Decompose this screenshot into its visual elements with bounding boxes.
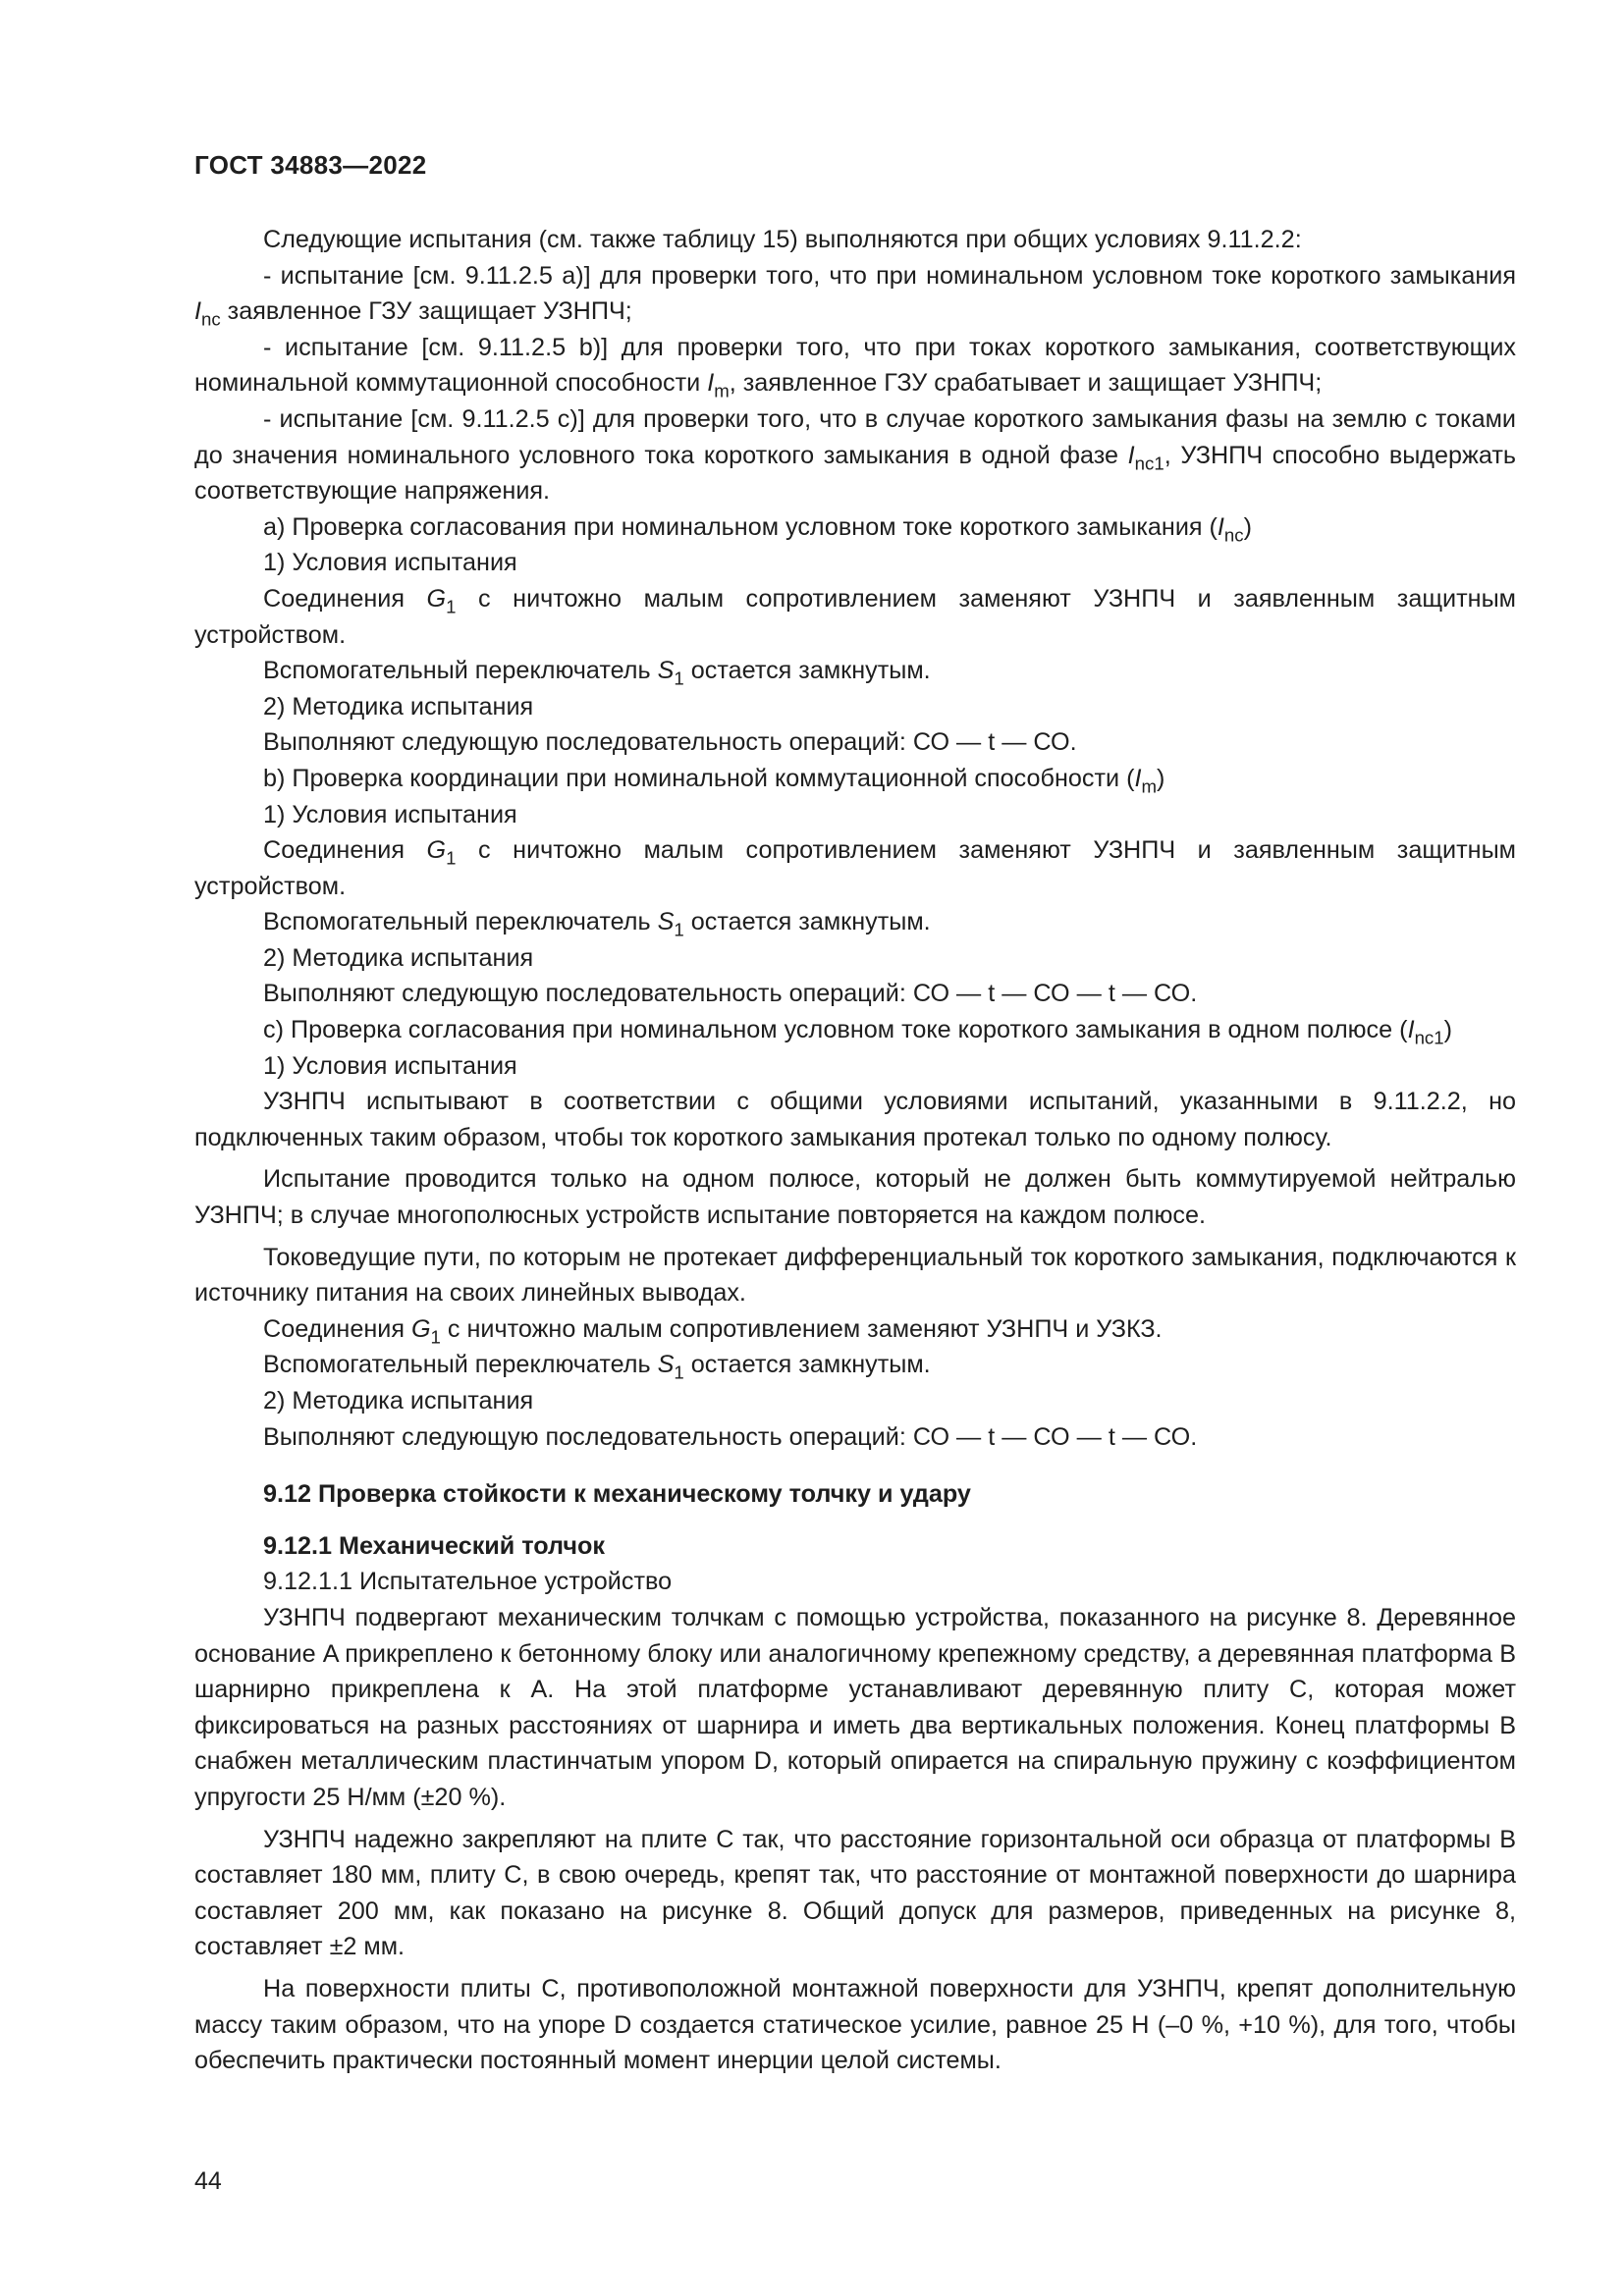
body-paragraph: УЗНПЧ подвергают механическим толчкам с помощью устройства, показанного на рисунке 8. Деревянное основание A прикреплено к бетонному блоку или аналогичному крепежному средству, а деревянная платформа B шарнирно прикреплена к A. На этой платформе устанавливают деревянную плиту С, которая может фиксироваться на разных расстояниях от шарнира и иметь два вертикальных положения. Конец платформы B снабжен металлическим пластинчатым упором D, который опирается на спиральную пружину с коэффициентом упругости 25 Н/мм (±20 %). [194, 1603, 1516, 1811]
paragraph-text: Соединения [263, 584, 427, 613]
body-paragraph [194, 761, 1516, 797]
paragraph-text: - испытание [см. 9.11.2.5 b)] для проверки того, что при токах короткого замыкания, соответствующих номинальной коммутационной способности [194, 333, 1516, 398]
body-paragraph [194, 832, 1516, 904]
math-subscript: nc [1223, 524, 1244, 546]
paragraph-text: , УЗНПЧ способно выдержать соответствующие напряжения. [194, 441, 1516, 506]
body-paragraph: На поверхности плиты C, противоположной монтажной поверхности для УЗНПЧ, крепят дополнительную массу таким образом, что на упоре D создается статическое усилие, равное 25 Н (–0 %, +10 %), для того, чтобы обеспечить практически постоянный момент инерции целой системы. [194, 1974, 1516, 2075]
paragraph-text: ) [1443, 1016, 1452, 1044]
paragraph-flow [194, 222, 1516, 1455]
paragraph-text: остается замкнутым. [683, 908, 931, 936]
math-subscript: 1 [674, 667, 684, 689]
document-header: ГОСТ 34883—2022 [194, 150, 427, 180]
section-heading-9-12: 9.12 Проверка стойкости к механическому толчку и удару [263, 1480, 971, 1509]
body-paragraph: Выполняют следующую последовательность операций: СО — t — СО — t — СО. [263, 1422, 1198, 1451]
body-paragraph: 2) Методика испытания [263, 692, 534, 721]
page-number: 44 [194, 2167, 222, 2195]
math-subscript: 1 [430, 1326, 441, 1348]
paragraph-text: Вспомогательный переключатель [263, 908, 658, 936]
body-paragraph: УЗНПЧ испытывают в соответствии с общими условиями испытаний, указанными в 9.11.2.2, но подключенных таким образом, чтобы ток короткого замыкания протекал только по одному полюсу. [194, 1088, 1516, 1151]
paragraph-text: ) [1157, 764, 1165, 792]
paragraph-text: с ничтожно малым сопротивлением заменяют УЗНПЧ и заявленным защитным устройством. [194, 584, 1516, 649]
body-paragraph: Выполняют следующую последовательность операций: СО — t — СО. [263, 728, 1077, 757]
math-subscript: nc1 [1134, 453, 1164, 474]
body-paragraph [194, 258, 1516, 330]
math-subscript: 1 [674, 919, 684, 940]
body-paragraph: 1) Условия испытания [263, 1051, 517, 1080]
math-symbol: S [657, 1351, 675, 1379]
paragraph-text: остается замкнутым. [683, 1351, 931, 1379]
body-paragraph: Выполняют следующую последовательность операций: СО — t — СО — t — СО. [263, 980, 1198, 1008]
body-paragraph [194, 509, 1516, 546]
body-paragraph: 1) Условия испытания [263, 549, 517, 577]
body-paragraph: Токоведущие пути, по которым не протекает дифференциальный ток короткого замыкания, подключаются к источнику питания на своих линейных выводах. [194, 1243, 1516, 1308]
math-symbol: I [1217, 512, 1224, 541]
body-paragraph [194, 1012, 1516, 1048]
body-paragraph [194, 330, 1516, 401]
body-paragraph: 1) Условия испытания [263, 800, 517, 828]
paragraph-text: Вспомогательный переключатель [263, 1351, 658, 1379]
math-subscript: 1 [446, 596, 457, 617]
paragraph-text: Соединения [263, 836, 427, 865]
math-symbol: G [426, 836, 447, 865]
document-body [194, 222, 1516, 2079]
paragraph-text: с ничтожно малым сопротивлением заменяют УЗНПЧ и УЗКЗ. [440, 1314, 1163, 1343]
math-subscript: nc [201, 308, 221, 330]
body-paragraph: УЗНПЧ надежно закрепляют на плите C так, что расстояние горизонтальной оси образца от платформы B составляет 180 мм, плиту C, в свою очередь, крепят так, что расстояние от монтажной поверхности до шарнира составляет 200 мм, как показано на рисунке 8. Общий допуск для размеров, приведенных на рисунке 8, составляет ±2 мм. [194, 1825, 1516, 1961]
paragraph-text: c) Проверка согласования при номинальном условном токе короткого замыкания в одном полюсе ( [263, 1016, 1408, 1044]
paragraph-text: заявленное ГЗУ защищает УЗНПЧ; [220, 297, 632, 326]
body-paragraph: 2) Методика испытания [263, 1387, 534, 1415]
body-paragraph: Следующие испытания (см. также таблицу 15) выполняются при общих условиях 9.11.2.2: [263, 226, 1302, 253]
math-symbol: G [410, 1314, 431, 1343]
paragraph-text: ) [1243, 512, 1252, 541]
body-paragraph [194, 653, 1516, 689]
math-symbol: I [707, 369, 715, 398]
math-subscript: 1 [446, 847, 457, 869]
paragraph-text: Вспомогательный переключатель [263, 657, 658, 685]
paragraph-text: - испытание [см. 9.11.2.5 a)] для проверки того, что при номинальном условном токе короткого замыкания [263, 261, 1516, 290]
math-symbol: G [426, 584, 447, 613]
paragraph-text: - испытание [см. 9.11.2.5 c)] для проверки того, что в случае короткого замыкания фазы на землю с токами до значения номинального условного тока короткого замыкания в одной фазе [194, 404, 1516, 469]
math-symbol: S [657, 657, 675, 685]
paragraph-text: с ничтожно малым сопротивлением заменяют УЗНПЧ и заявленным защитным устройством. [194, 836, 1516, 900]
paragraph-text: остается замкнутым. [683, 657, 931, 685]
section-heading-9-12-1-1: 9.12.1.1 Испытательное устройство [263, 1568, 673, 1596]
math-symbol: I [1127, 441, 1135, 469]
math-subscript: m [1141, 775, 1157, 797]
math-subscript: 1 [674, 1362, 684, 1383]
paragraph-text: , заявленное ГЗУ срабатывает и защищает УЗНПЧ; [729, 369, 1323, 398]
section-heading-9-12-1: 9.12.1 Механический толчок [263, 1531, 606, 1560]
body-paragraph [194, 904, 1516, 940]
body-paragraph: 2) Методика испытания [263, 943, 534, 972]
body-paragraph: Испытание проводится только на одном полюсе, который не должен быть коммутируемой нейтралью УЗНПЧ; в случае многополюсных устройств испытание повторяется на каждом полюсе. [194, 1165, 1516, 1230]
body-paragraph [194, 1311, 1516, 1348]
paragraph-text: b) Проверка координации при номинальной коммутационной способности ( [263, 764, 1135, 792]
math-symbol: I [194, 297, 201, 326]
paragraph-text: a) Проверка согласования при номинальном условном токе короткого замыкания ( [263, 512, 1218, 541]
math-subscript: m [714, 380, 730, 401]
body-paragraph [194, 1347, 1516, 1383]
body-paragraph [194, 581, 1516, 653]
paragraph-text: Соединения [263, 1314, 411, 1343]
math-subscript: nc1 [1414, 1027, 1444, 1048]
math-symbol: I [1407, 1016, 1415, 1044]
body-paragraph [194, 401, 1516, 509]
math-symbol: I [1134, 764, 1142, 792]
math-symbol: S [657, 908, 675, 936]
